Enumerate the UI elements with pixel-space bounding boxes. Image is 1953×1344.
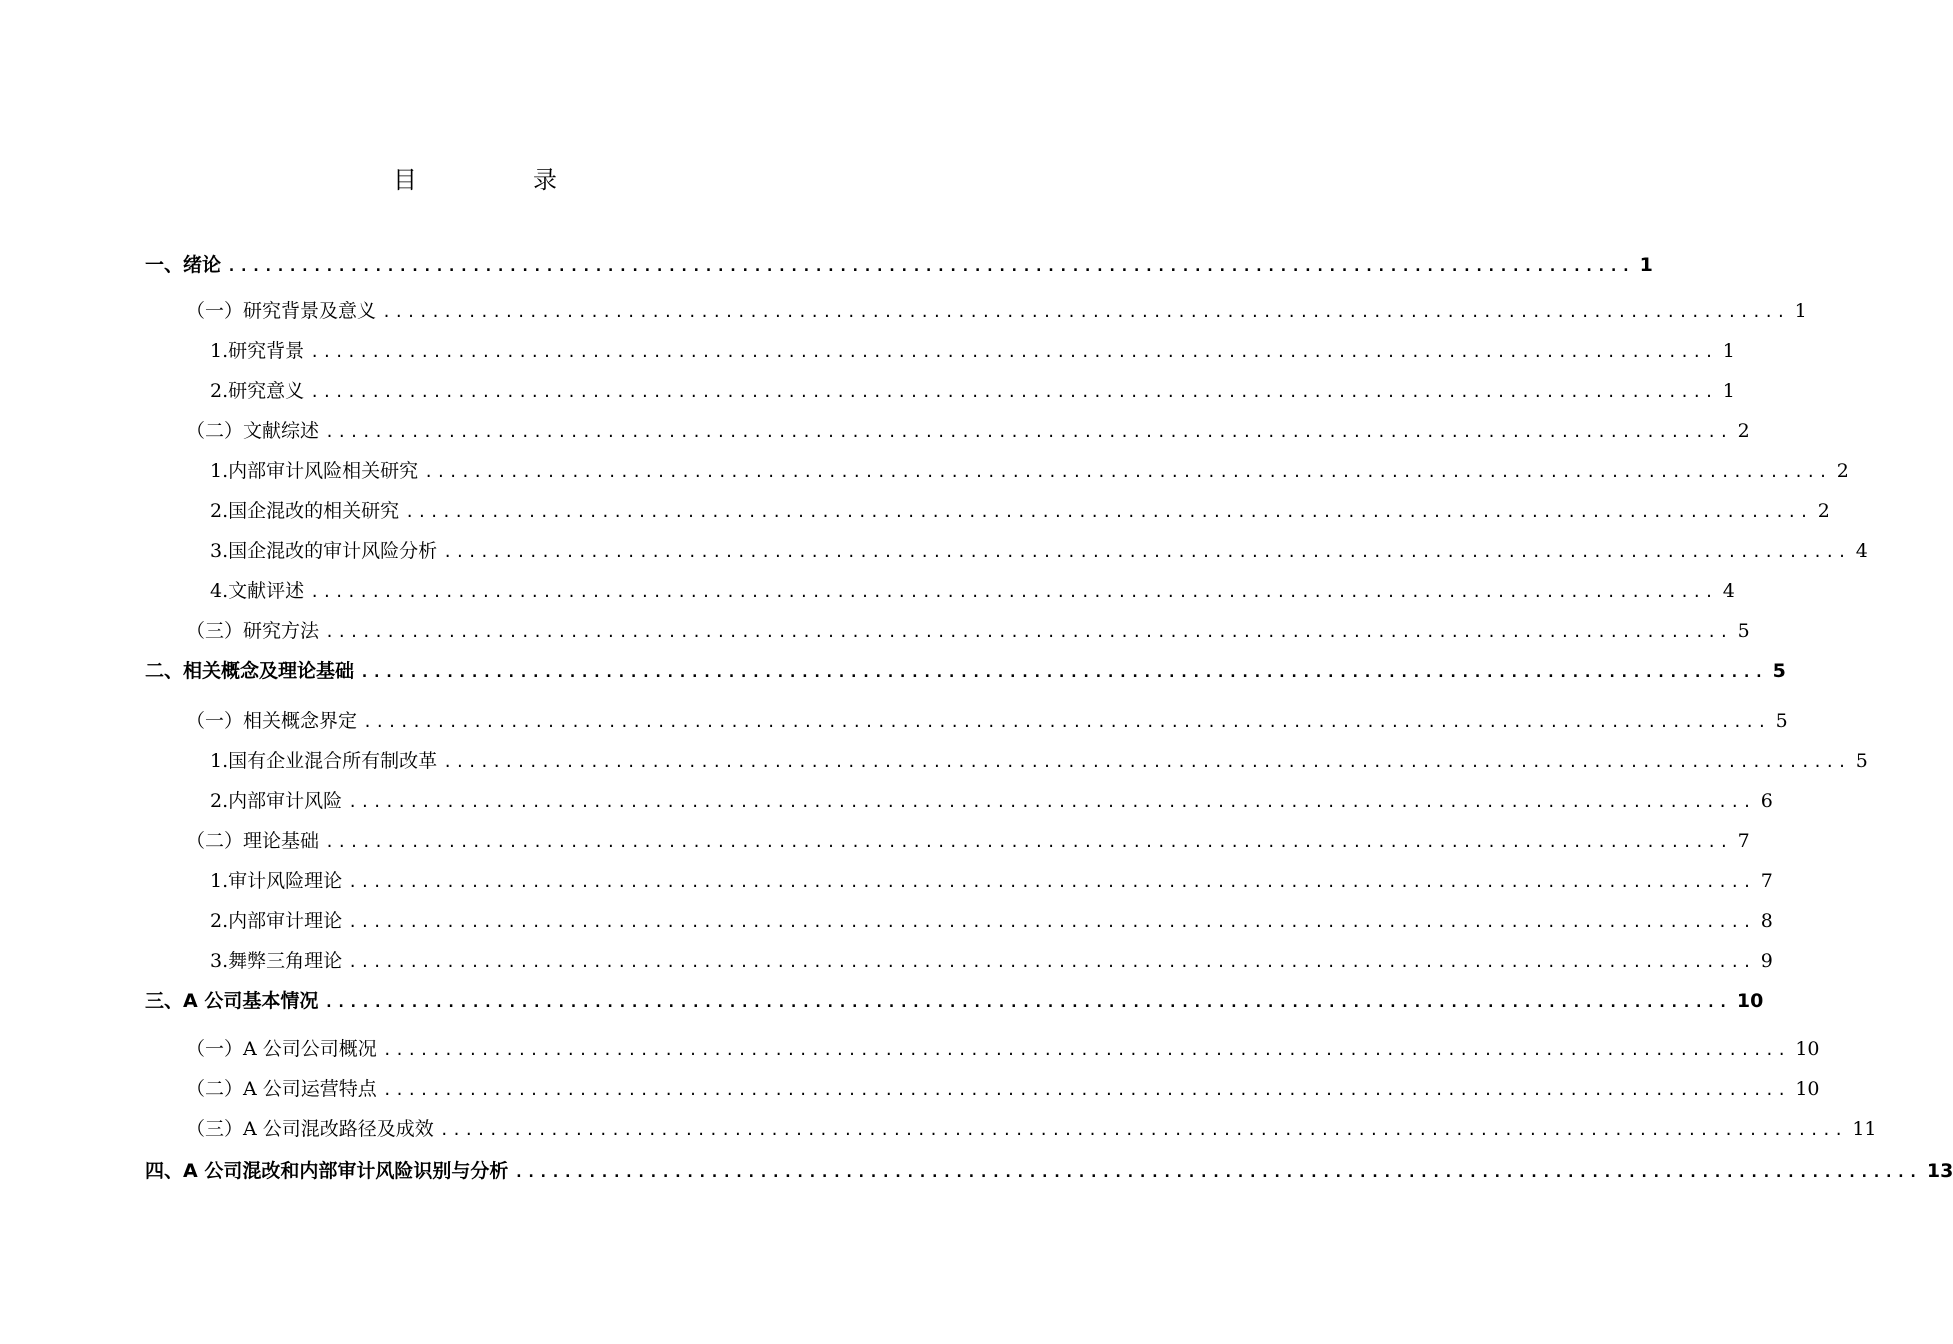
toc-entry[interactable] <box>145 986 1764 1013</box>
entry-number: （一） <box>186 300 244 322</box>
entry-page: 5 <box>1775 710 1788 732</box>
entry-number: 2. <box>210 380 229 402</box>
dot-leader: ................................................................................................................... <box>382 1081 1790 1099</box>
entry-number: 2. <box>210 910 229 932</box>
entry-label: A 公司公司概况 <box>243 1038 377 1060</box>
entry-label: 文献评述 <box>228 580 305 602</box>
toc-entry[interactable] <box>186 706 1788 733</box>
entry-label: 理论基础 <box>243 830 320 852</box>
entry-page: 1 <box>1722 340 1735 362</box>
dot-leader: ................................................................................................................... <box>325 623 1732 641</box>
toc-entry[interactable] <box>145 250 1653 277</box>
entry-number: 3. <box>210 950 229 972</box>
entry-number: （一） <box>186 710 244 732</box>
entry-page: 5 <box>1855 750 1868 772</box>
toc-entry[interactable] <box>186 616 1750 643</box>
entry-number: （二） <box>186 420 244 442</box>
entry-number: （二） <box>186 1078 244 1100</box>
toc-entry[interactable] <box>210 746 1868 773</box>
toc-entry[interactable] <box>210 906 1773 933</box>
toc-entry[interactable] <box>210 336 1735 363</box>
entry-label: 相关概念及理论基础 <box>183 660 355 682</box>
entry-label: 文献综述 <box>243 420 320 442</box>
entry-number: 1. <box>210 750 229 772</box>
dot-leader: ................................................................................................................... <box>325 423 1732 441</box>
entry-page: 4 <box>1722 580 1735 602</box>
toc-entry[interactable] <box>210 376 1735 403</box>
entry-label: 内部审计风险 <box>228 790 343 812</box>
entry-number: （三） <box>186 620 244 642</box>
dot-leader: ................................................................................................................... <box>227 257 1634 275</box>
entry-number: 1. <box>210 870 229 892</box>
entry-number: 2. <box>210 790 229 812</box>
entry-page: 9 <box>1760 950 1773 972</box>
toc-entry[interactable] <box>210 786 1773 813</box>
entry-number: 一、 <box>145 254 184 276</box>
entry-label: A 公司混改路径及成效 <box>243 1118 434 1140</box>
entry-number: 2. <box>210 500 229 522</box>
entry-number: 1. <box>210 340 229 362</box>
entry-label: 研究背景 <box>228 340 305 362</box>
entry-number: （三） <box>186 1118 244 1140</box>
toc-entry[interactable] <box>145 1156 1953 1183</box>
entry-page: 7 <box>1760 870 1773 892</box>
entry-number: （二） <box>186 830 244 852</box>
toc-entry[interactable] <box>186 1034 1820 1061</box>
entry-page: 2 <box>1737 420 1750 442</box>
entry-page: 13 <box>1926 1160 1953 1182</box>
dot-leader: ................................................................................................................... <box>325 833 1732 851</box>
entry-page: 5 <box>1737 620 1750 642</box>
toc-entry[interactable] <box>145 656 1786 683</box>
dot-leader: ................................................................................................................... <box>382 303 1789 321</box>
dot-leader: ................................................................................................................... <box>348 793 1755 811</box>
entry-page: 10 <box>1795 1038 1820 1060</box>
toc-entry[interactable] <box>210 536 1868 563</box>
dot-leader: ................................................................................................................... <box>310 343 1717 361</box>
entry-label: 相关概念界定 <box>243 710 358 732</box>
dot-leader: ................................................................................................................... <box>443 543 1850 561</box>
dot-leader: ................................................................................................................... <box>514 1163 1921 1181</box>
dot-leader: ................................................................................................................... <box>382 1041 1790 1059</box>
toc-entry[interactable] <box>210 576 1735 603</box>
toc-entry[interactable] <box>186 826 1750 853</box>
entry-label: A 公司混改和内部审计风险识别与分析 <box>183 1160 509 1182</box>
toc-entry[interactable] <box>210 496 1830 523</box>
entry-label: 审计风险理论 <box>228 870 343 892</box>
entry-page: 1 <box>1639 254 1653 276</box>
entry-page: 4 <box>1855 540 1868 562</box>
dot-leader: ................................................................................................................... <box>443 753 1850 771</box>
entry-page: 11 <box>1852 1118 1877 1140</box>
entry-number: 4. <box>210 580 229 602</box>
entry-page: 7 <box>1737 830 1750 852</box>
toc-entry[interactable] <box>210 866 1773 893</box>
entry-page: 5 <box>1772 660 1786 682</box>
entry-label: 内部审计风险相关研究 <box>228 460 419 482</box>
toc-entry[interactable] <box>186 1114 1877 1141</box>
entry-number: 三、 <box>145 990 184 1012</box>
dot-leader: ................................................................................................................... <box>424 463 1831 481</box>
dot-leader: ................................................................................................................... <box>439 1121 1847 1139</box>
entry-label: 国企混改的相关研究 <box>228 500 400 522</box>
entry-page: 1 <box>1794 300 1807 322</box>
entry-number: （一） <box>186 1038 244 1060</box>
entry-page: 8 <box>1760 910 1773 932</box>
entry-label: 国有企业混合所有制改革 <box>228 750 438 772</box>
toc-entry[interactable] <box>186 1074 1820 1101</box>
entry-label: 内部审计理论 <box>228 910 343 932</box>
entry-page: 10 <box>1736 990 1764 1012</box>
dot-leader: ................................................................................................................... <box>363 713 1770 731</box>
entry-label: 舞弊三角理论 <box>228 950 343 972</box>
entry-page: 6 <box>1760 790 1773 812</box>
entry-label: 研究背景及意义 <box>243 300 377 322</box>
entry-page: 10 <box>1795 1078 1820 1100</box>
dot-leader: ................................................................................................................... <box>348 953 1755 971</box>
entry-label: A 公司基本情况 <box>183 990 319 1012</box>
entry-page: 2 <box>1836 460 1849 482</box>
dot-leader: ................................................................................................................... <box>405 503 1812 521</box>
entry-label: 绪论 <box>183 254 222 276</box>
dot-leader: ................................................................................................................... <box>310 583 1717 601</box>
entry-label: 研究方法 <box>243 620 320 642</box>
dot-leader: ................................................................................................................... <box>324 993 1731 1011</box>
entry-label: 研究意义 <box>228 380 305 402</box>
entry-number: 1. <box>210 460 229 482</box>
entry-label: A 公司运营特点 <box>243 1078 377 1100</box>
entry-number: 二、 <box>145 660 184 682</box>
entry-page: 2 <box>1817 500 1830 522</box>
dot-leader: ................................................................................................................... <box>348 873 1755 891</box>
toc-entry[interactable] <box>186 296 1807 323</box>
toc-entry[interactable] <box>186 416 1750 443</box>
dot-leader: ................................................................................................................... <box>348 913 1755 931</box>
dot-leader: ................................................................................................................... <box>310 383 1717 401</box>
toc-entry[interactable] <box>210 456 1849 483</box>
dot-leader: ................................................................................................................... <box>360 663 1767 681</box>
entry-number: 四、 <box>145 1160 184 1182</box>
entry-label: 国企混改的审计风险分析 <box>228 540 438 562</box>
entry-page: 1 <box>1722 380 1735 402</box>
entry-number: 3. <box>210 540 229 562</box>
toc-entry[interactable] <box>210 946 1773 973</box>
toc-title: 目 录 <box>393 166 603 194</box>
